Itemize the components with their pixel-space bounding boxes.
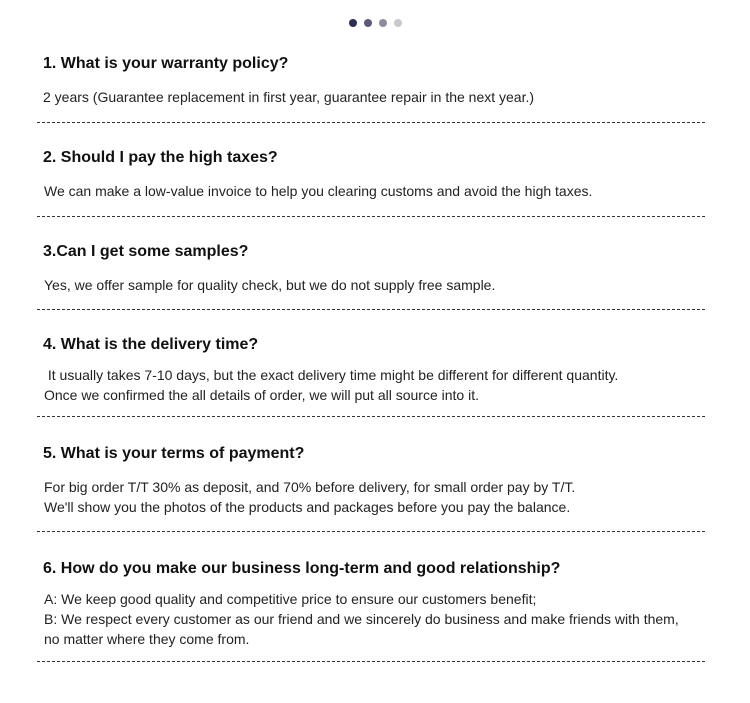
dashed-divider xyxy=(37,416,705,417)
faq-answer-line: It usually takes 7-10 days, but the exact delivery time might be different for different quantity. xyxy=(44,367,619,383)
pager-dot-4[interactable] xyxy=(394,19,402,27)
faq-answer xyxy=(44,181,592,201)
faq-answer-line: We'll show you the photos of the products and packages before you pay the balance. xyxy=(44,499,571,515)
faq-answer xyxy=(44,365,618,405)
faq-answer xyxy=(44,589,679,649)
faq-answer-line: We can make a low-value invoice to help you clearing customs and avoid the high taxes. xyxy=(44,183,593,199)
dashed-divider xyxy=(37,531,705,532)
faq-answer-line: For big order T/T 30% as deposit, and 70% before delivery, for small order pay by T/T. xyxy=(44,479,576,495)
faq-question: 1. What is your warranty policy? xyxy=(43,55,289,72)
faq-answer xyxy=(44,477,575,517)
carousel-pager xyxy=(0,19,750,27)
faq-answer-line: 2 years (Guarantee replacement in first year, guarantee repair in the next year.) xyxy=(43,89,535,105)
faq-question: 3.Can I get some samples? xyxy=(43,243,249,260)
dashed-divider xyxy=(37,309,705,310)
faq-question: 6. How do you make our business long-term and good relationship? xyxy=(43,560,561,577)
faq-answer-line: A: We keep good quality and competitive price to ensure our customers benefit; xyxy=(44,591,537,607)
dashed-divider xyxy=(37,216,705,217)
faq-answer-line: no matter where they come from. xyxy=(44,631,250,647)
pager-dot-3[interactable] xyxy=(379,19,387,27)
pager-dot-1[interactable] xyxy=(349,19,357,27)
faq-answer-line: B: We respect every customer as our friend and we sincerely do business and make friends with them, xyxy=(44,611,679,627)
faq-question: 4. What is the delivery time? xyxy=(43,336,259,353)
faq-answer-line: Yes, we offer sample for quality check, but we do not supply free sample. xyxy=(44,277,496,293)
faq-answer-line: Once we confirmed the all details of order, we will put all source into it. xyxy=(44,387,479,403)
faq-question: 2. Should I pay the high taxes? xyxy=(43,149,278,166)
faq-answer xyxy=(44,275,495,295)
dashed-divider xyxy=(37,122,705,123)
dashed-divider xyxy=(37,661,705,662)
faq-question: 5. What is your terms of payment? xyxy=(43,445,305,462)
faq-answer xyxy=(43,87,534,107)
pager-dot-2[interactable] xyxy=(364,19,372,27)
